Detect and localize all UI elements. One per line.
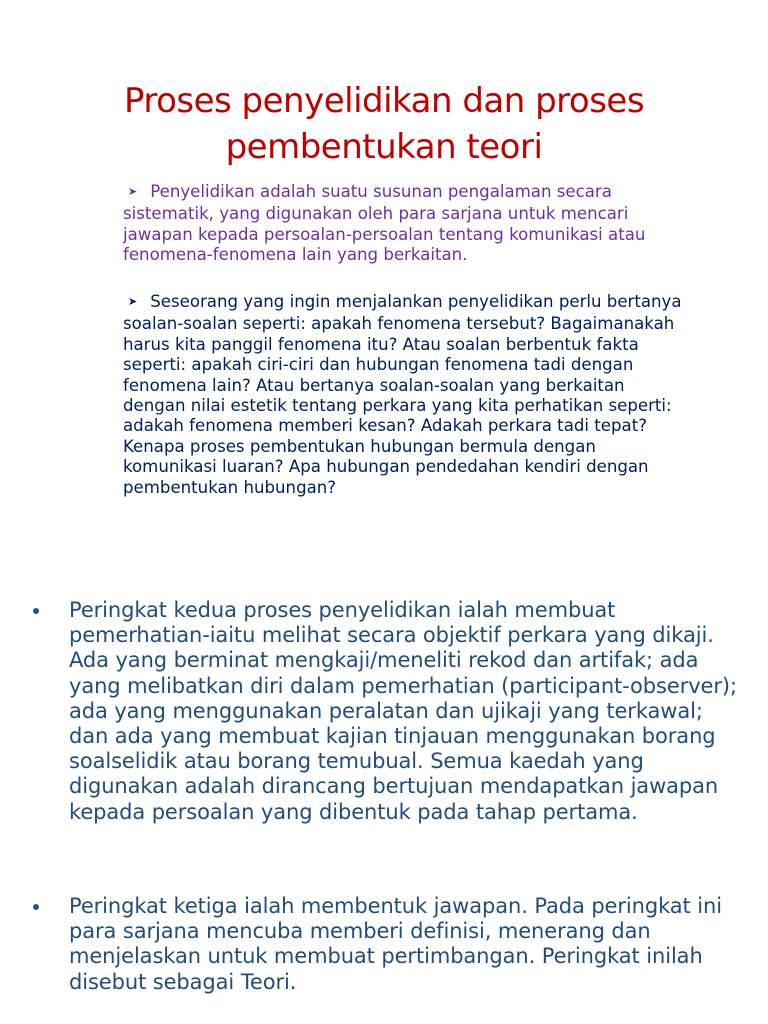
sub-point-text: Seseorang yang ingin menjalankan penyelidikan perlu bertanya soalan-soalan seperti: apakah fenomena tersebut? Bagaimanakah harus kita panggil fenomena itu? Atau soalan berbentuk fakta seperti: apakah ciri-ciri dan hubungan fenomena tadi dengan fenomena lain? Atau bertanya soalan-soalan yang berkaitan dengan nilai estetik tentang perkara yang kita perhatikan seperti: adakah fenomena memberi kesan? Adakah perkara tadi tepat? Kenapa proses pembentukan hubungan bermula dengan komunikasi luaran? Apa hubungan pendedahan kendiri dengan pembentukan hubungan? bbox=[123, 292, 682, 497]
arrow-bullet-icon: ➤ bbox=[128, 295, 138, 308]
bullet-text: Peringkat ketiga ialah membentuk jawapan. Pada peringkat ini para sarjana mencuba memberi definisi, menerang dan menjelaskan untuk membuat pertimbangan. Peringkat inilah disebut sebagai Teori. bbox=[69, 894, 722, 994]
sub-point-definition bbox=[123, 182, 683, 266]
bullet-dot-icon bbox=[33, 904, 39, 910]
bullet-text: Peringkat kedua proses penyelidikan ialah membuat pemerhatian-iaitu melihat secara objektif perkara yang dikaji. Ada yang berminat mengkaji/meneliti rekod dan artifak; ada yang melibatkan diri dalam pemerhatian (participant-observer); ada yang menggunakan peralatan dan ujikaji yang terkawal; dan ada yang membuat kajian tinjauan menggunakan borang soalselidik atau borang temubual. Semua kaedah yang digunakan adalah dirancang bertujuan mendapatkan jawapan kepada persoalan yang dibentuk pada tahap pertama. bbox=[69, 598, 737, 824]
arrow-bullet-icon: ➤ bbox=[128, 185, 138, 198]
bullet-item-third-stage bbox=[33, 894, 738, 995]
bullet-dot-icon bbox=[33, 608, 39, 614]
bullet-item-second-stage bbox=[33, 598, 738, 825]
sub-point-text: Penyelidikan adalah suatu susunan pengalaman secara sistematik, yang digunakan oleh para sarjana untuk mencari jawapan kepada persoalan-persoalan tentang komunikasi atau fenomena-fenomena lain yang berkaitan. bbox=[123, 182, 646, 265]
sub-point-questions bbox=[123, 292, 683, 498]
page-title: Proses penyelidikan dan proses pembentukan teori bbox=[123, 81, 645, 167]
